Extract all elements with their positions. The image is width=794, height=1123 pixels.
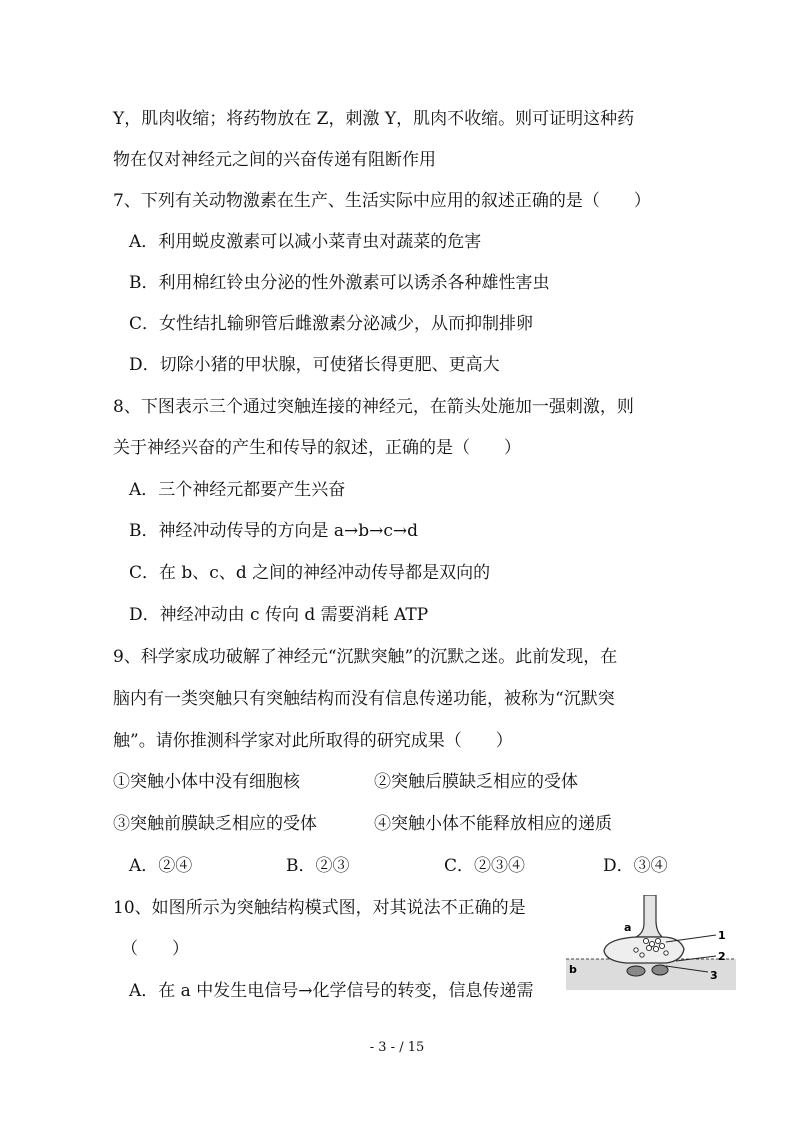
question-8-line-2: 关于神经兴奋的产生和传导的叙述，正确的是（ ） [113, 438, 521, 458]
option-9d: D．③④ [603, 856, 668, 876]
question-7: 7、下列有关动物激素在生产、生活实际中应用的叙述正确的是（ ） [113, 191, 651, 211]
option-7a: A．利用蜕皮激素可以减小菜青虫对蔬菜的危害 [129, 232, 482, 252]
label-1: 1 [718, 929, 726, 942]
option-10a: A．在 a 中发生电信号→化学信号的转变，信息传递需 [129, 981, 534, 1001]
label-2: 2 [718, 950, 726, 963]
question-9-line-1: 9、科学家成功破解了神经元“沉默突触”的沉默之迷。此前发现，在 [113, 647, 618, 667]
statement-4: ④突触小体不能释放相应的递质 [374, 814, 612, 834]
question-8-line-1: 8、下图表示三个通过突触连接的神经元，在箭头处施加一强刺激，则 [113, 397, 634, 417]
option-8b: B．神经冲动传导的方向是 a→b→c→d [129, 521, 419, 541]
option-8c: C．在 b、c、d 之间的神经冲动传导都是双向的 [129, 563, 491, 583]
page-number: - 3 - / 15 [369, 1040, 425, 1055]
question-10-line-2: （ ） [121, 939, 189, 959]
option-9b: B．②③ [286, 856, 350, 876]
synapse-diagram [566, 895, 736, 990]
option-8d: D．神经冲动由 c 传向 d 需要消耗 ATP [129, 605, 429, 625]
text-line: 物在仅对神经元之间的兴奋传递有阻断作用 [113, 150, 436, 170]
question-9-line-3: 触”。请你推测科学家对此所取得的研究成果（ ） [113, 731, 513, 751]
option-9c: C．②③④ [444, 856, 526, 876]
mitochondrion [627, 966, 645, 976]
option-8a: A．三个神经元都要产生兴奋 [129, 480, 346, 500]
option-9a: A．②④ [129, 856, 193, 876]
statement-2: ②突触后膜缺乏相应的受体 [374, 772, 578, 792]
option-7b: B．利用棉红铃虫分泌的性外激素可以诱杀各种雄性害虫 [129, 273, 550, 293]
label-b: b [569, 963, 577, 976]
label-3: 3 [710, 969, 718, 982]
statement-1: ①突触小体中没有细胞核 [113, 772, 300, 792]
option-7c: C．女性结扎输卵管后雌激素分泌减少，从而抑制排卵 [129, 314, 534, 334]
mitochondrion [652, 965, 668, 975]
text-line: Y，肌肉收缩；将药物放在 Z，刺激 Y，肌肉不收缩。则可证明这种药 [113, 109, 635, 129]
option-7d: D．切除小猪的甲状腺，可使猪长得更肥、更高大 [129, 355, 500, 375]
statement-3: ③突触前膜缺乏相应的受体 [113, 814, 317, 834]
label-a: a [624, 921, 632, 934]
question-9-line-2: 脑内有一类突触只有突触结构而没有信息传递功能，被称为“沉默突 [113, 689, 615, 709]
question-10-line-1: 10、如图所示为突触结构模式图，对其说法不正确的是 [113, 898, 526, 918]
